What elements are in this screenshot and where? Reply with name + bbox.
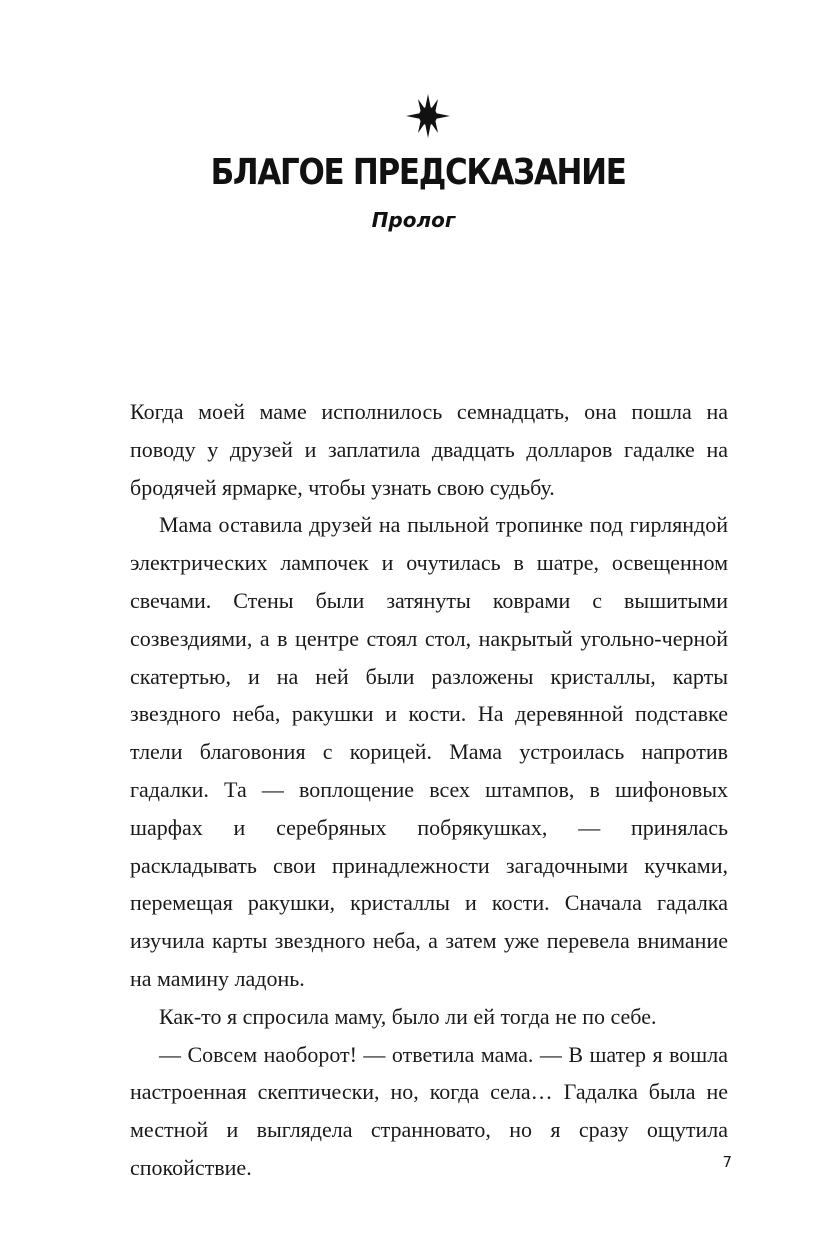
paragraph: Когда моей маме исполнилось семнадцать, она пошла на поводу у друзей и заплатила двадцать долларов гадалке на бродячей ярмарке, чтобы узнать свою судьбу. (130, 399, 728, 500)
chapter-subtitle: Пролог (371, 208, 456, 232)
chapter-title: БЛАГОЕ ПРЕДСКАЗАНИЕ (210, 152, 626, 193)
eight-point-star-icon (406, 94, 450, 138)
page-number: 7 (722, 1153, 732, 1171)
paragraph: Мама оставила друзей на пыльной тропинке под гирляндой электрических лампочек и очутилась в шатре, освещенном свечами. Стены были затянуты коврами с вышитыми созвездиями, а в центре стоял стол, накрытый угольно-черной скатертью, и на ней были разложены кристаллы, карты звездного неба, ракушки и кости. На деревянной подставке тлели благовония с корицей. Мама устроилась напротив гадалки. Та — воплощение всех штампов, в шифоновых шарфах и серебряных побрякушках, — принялась раскладывать свои принадлежности загадочными кучками, перемещая ракушки, кристаллы и кости. Сначала гадалка изучила карты звездного неба, а затем уже перевела внимание на мамину ладонь. (130, 512, 728, 991)
paragraph: Как-то я спросила маму, было ли ей тогда не по себе. (159, 1003, 657, 1029)
paragraph: — Совсем наоборот! — ответила мама. — В шатер я вошла настроенная скептически, но, когда села… Гадалка была не местной и выглядела странновато, но я сразу ощутила спокойствие. (130, 1041, 728, 1180)
body-text (130, 393, 728, 1187)
